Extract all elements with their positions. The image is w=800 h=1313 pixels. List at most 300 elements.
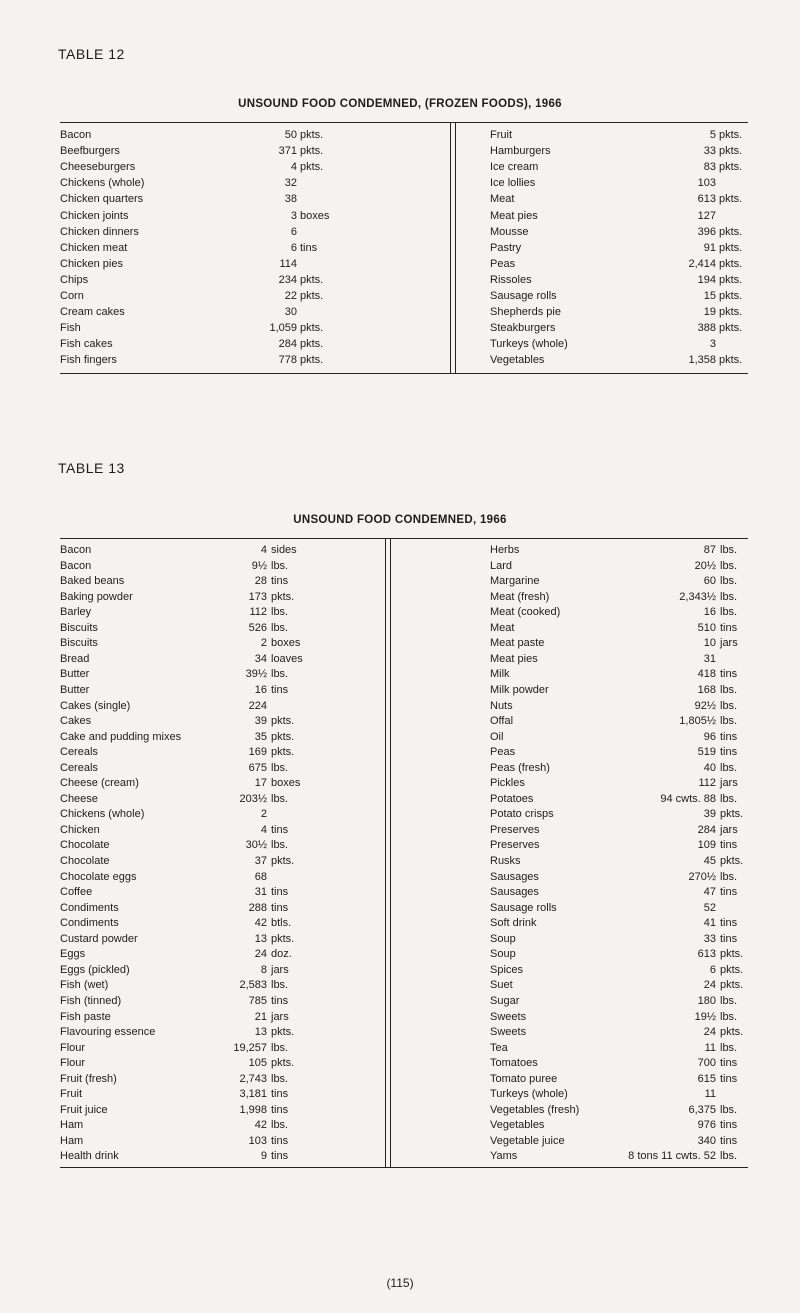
item-unit: lbs.: [720, 1150, 738, 1163]
item-unit: pkts.: [719, 145, 743, 158]
table-row: [490, 604, 746, 621]
item-quantity: 20½: [694, 559, 716, 572]
item-name: Milk: [490, 668, 510, 681]
table-row: [490, 256, 746, 273]
table-row: [60, 900, 360, 917]
table-row: [60, 542, 360, 559]
item-name: Yams: [490, 1150, 518, 1163]
item-quantity: 28: [254, 575, 267, 588]
table-row: [490, 977, 746, 994]
item-name: Pickles: [490, 777, 525, 790]
table-row: [60, 713, 360, 730]
item-name: Peas: [490, 746, 516, 759]
item-name: Health drink: [60, 1150, 119, 1163]
table-row: [490, 1024, 746, 1041]
item-quantity: 396: [697, 225, 716, 238]
item-unit: lbs.: [720, 761, 738, 774]
table-row: [60, 822, 360, 839]
item-unit: tins: [271, 575, 289, 588]
item-name: Fruit (fresh): [60, 1072, 117, 1085]
item-quantity: 2,743: [239, 1072, 267, 1085]
table-row: [60, 589, 360, 606]
item-name: Meat paste: [490, 637, 545, 650]
table-row: [490, 915, 746, 932]
table-row: [490, 744, 746, 761]
table-row: [490, 900, 746, 917]
item-name: Ham: [60, 1134, 84, 1147]
item-quantity: 10: [703, 637, 716, 650]
table-row: [490, 1009, 746, 1026]
table-row: [60, 1133, 360, 1150]
table-row: [60, 1009, 360, 1026]
item-quantity: 785: [248, 994, 267, 1007]
table-row: [490, 853, 746, 870]
item-unit: boxes: [271, 637, 301, 650]
item-name: Fish (wet): [60, 979, 109, 992]
item-name: Chicken meat: [60, 241, 128, 254]
item-name: Fish fingers: [60, 354, 117, 367]
item-unit: lbs.: [271, 839, 289, 852]
table-row: [60, 224, 360, 241]
item-unit: btls.: [271, 917, 292, 930]
table-row: [60, 1071, 360, 1088]
item-unit: tins: [720, 746, 738, 759]
item-name: Butter: [60, 683, 90, 696]
item-name: Peas (fresh): [490, 761, 550, 774]
table-row: [490, 1071, 746, 1088]
table-row: [60, 336, 360, 353]
item-name: Rissoles: [490, 273, 532, 286]
item-quantity: 2: [260, 808, 267, 821]
item-name: Preserves: [490, 839, 540, 852]
item-unit: lbs.: [720, 590, 738, 603]
item-name: Meat: [490, 193, 515, 206]
table-row: [490, 589, 746, 606]
column-divider: [385, 539, 391, 1167]
item-name: Biscuits: [60, 637, 98, 650]
item-name: Meat (cooked): [490, 606, 561, 619]
table-row: [490, 869, 746, 886]
table-row: [490, 159, 746, 176]
item-unit: tins: [720, 839, 738, 852]
item-unit: pkts.: [719, 322, 743, 335]
item-quantity: 418: [697, 668, 716, 681]
table-row: [60, 1024, 360, 1041]
item-name: Ice cream: [490, 161, 539, 174]
item-unit: boxes: [271, 777, 301, 790]
item-unit: pkts.: [719, 273, 743, 286]
item-unit: pkts.: [300, 322, 324, 335]
table-row: [60, 884, 360, 901]
column-divider: [450, 123, 456, 373]
item-name: Flour: [60, 1057, 86, 1070]
item-name: Chips: [60, 273, 89, 286]
table-row: [60, 666, 360, 683]
table-row: [490, 542, 746, 559]
table-row: [60, 682, 360, 699]
table-row: [60, 791, 360, 808]
item-unit: pkts.: [271, 730, 295, 743]
item-quantity: 87: [703, 544, 716, 556]
item-quantity: 613: [697, 193, 716, 206]
item-quantity: 45: [703, 855, 716, 867]
item-quantity: 109: [697, 839, 716, 852]
item-unit: lbs.: [271, 792, 289, 805]
item-quantity: 96: [703, 730, 716, 743]
item-name: Suet: [490, 979, 513, 992]
table-row: [60, 1040, 360, 1057]
table-row: [60, 159, 360, 176]
item-quantity: 11: [704, 1088, 716, 1101]
item-name: Cakes (single): [60, 699, 131, 712]
item-unit: lbs.: [720, 544, 738, 556]
item-name: Margarine: [490, 575, 540, 588]
item-name: Soup: [490, 948, 516, 961]
item-quantity: 33: [703, 932, 716, 945]
item-unit: pkts.: [300, 129, 324, 141]
table-row: [490, 1102, 746, 1119]
item-name: Cheese: [60, 792, 98, 805]
item-name: Baking powder: [60, 590, 133, 603]
item-unit: tins: [720, 917, 738, 930]
table-row: [60, 946, 360, 963]
item-quantity: 2: [260, 637, 267, 650]
item-quantity: 2,583: [239, 979, 267, 992]
item-name: Peas: [490, 257, 516, 270]
table-row: [60, 175, 360, 192]
item-quantity: 270½: [688, 870, 716, 883]
item-unit: pkts.: [719, 290, 743, 302]
item-unit: pkts.: [719, 129, 743, 141]
item-quantity: 3: [290, 209, 297, 222]
item-quantity: 31: [254, 886, 267, 899]
table-row: [60, 620, 360, 637]
table-row: [490, 336, 746, 353]
item-name: Chocolate: [60, 839, 110, 852]
item-name: Turkeys (whole): [490, 338, 568, 351]
table-row: [60, 1086, 360, 1103]
item-name: Sausages: [490, 870, 539, 883]
item-unit: pkts.: [271, 746, 295, 759]
item-unit: lbs.: [720, 994, 738, 1007]
item-unit: lbs.: [271, 1119, 289, 1132]
table-row: [60, 288, 360, 305]
item-quantity: 42: [254, 917, 267, 930]
table-row: [490, 573, 746, 590]
table-13-label: TABLE 13: [58, 460, 125, 476]
item-name: Barley: [60, 606, 92, 619]
item-unit: sides: [271, 544, 297, 556]
item-quantity: 24: [703, 979, 716, 992]
item-quantity: 371: [278, 145, 297, 158]
item-unit: tins: [271, 901, 289, 914]
item-quantity: 39: [703, 808, 716, 821]
table-12-label: TABLE 12: [58, 46, 125, 62]
table-12: [60, 122, 748, 374]
item-unit: jars: [271, 963, 289, 976]
table-row: [60, 240, 360, 257]
item-quantity: 24: [703, 1026, 716, 1039]
item-quantity: 1,059: [269, 322, 297, 335]
item-quantity: 6: [290, 241, 297, 254]
item-name: Bacon: [60, 559, 92, 572]
item-name: Milk powder: [490, 683, 549, 696]
item-quantity: 19,257: [233, 1041, 267, 1054]
table-13-title: UNSOUND FOOD CONDEMNED, 1966: [293, 514, 507, 526]
item-quantity: 31: [703, 652, 716, 665]
item-name: Shepherds pie: [490, 306, 561, 319]
table-row: [490, 635, 746, 652]
table-row: [60, 272, 360, 289]
item-name: Offal: [490, 715, 514, 728]
table-row: [60, 837, 360, 854]
table-row: [60, 143, 360, 160]
item-quantity: 33: [703, 145, 716, 158]
item-quantity: 91: [703, 241, 716, 254]
table-row: [490, 1117, 746, 1134]
table-row: [60, 729, 360, 746]
item-quantity: 203½: [239, 792, 267, 805]
item-name: Potatoes: [490, 792, 534, 805]
item-quantity: 37: [254, 855, 267, 867]
table-row: [490, 1086, 746, 1103]
table-row: [490, 884, 746, 901]
item-name: Flavouring essence: [60, 1026, 156, 1039]
item-unit: pkts.: [300, 290, 324, 302]
table-row: [490, 806, 746, 823]
item-unit: lbs.: [271, 1041, 289, 1054]
item-quantity: 284: [278, 338, 297, 351]
item-name: Nuts: [490, 699, 513, 712]
item-quantity: 92½: [694, 699, 716, 712]
item-name: Meat pies: [490, 209, 538, 222]
table-row: [490, 713, 746, 730]
item-quantity: 234: [278, 273, 297, 286]
table-row: [490, 931, 746, 948]
item-unit: lbs.: [271, 606, 289, 619]
table-row: [490, 993, 746, 1010]
table-row: [60, 208, 360, 225]
item-quantity: 19½: [694, 1010, 716, 1023]
item-unit: pkts.: [720, 963, 744, 976]
item-quantity: 6: [709, 963, 716, 976]
table-row: [490, 288, 746, 305]
item-unit: pkts.: [720, 855, 744, 867]
item-quantity: 60: [703, 575, 716, 588]
item-unit: jars: [271, 1010, 289, 1023]
item-unit: tins: [720, 1119, 738, 1132]
item-quantity: 22: [284, 290, 297, 302]
item-unit: tins: [271, 1103, 289, 1116]
item-quantity: 8: [260, 963, 267, 976]
item-unit: lbs.: [720, 792, 738, 805]
item-name: Custard powder: [60, 932, 138, 945]
item-unit: lbs.: [720, 699, 738, 712]
item-quantity: 11: [704, 1041, 716, 1054]
table-row: [60, 698, 360, 715]
item-quantity: 675: [248, 761, 267, 774]
item-quantity: 105: [248, 1057, 267, 1070]
item-quantity: 47: [703, 886, 716, 899]
table-row: [60, 760, 360, 777]
item-unit: tins: [271, 1088, 289, 1101]
item-unit: pkts.: [719, 257, 743, 270]
item-name: Vegetables (fresh): [490, 1103, 580, 1116]
item-name: Fruit: [60, 1088, 82, 1101]
item-quantity: 3,181: [239, 1088, 267, 1101]
table-row: [60, 853, 360, 870]
item-unit: pkts.: [720, 979, 744, 992]
item-unit: pkts.: [719, 241, 743, 254]
item-name: Condiments: [60, 901, 119, 914]
item-name: Beefburgers: [60, 145, 120, 158]
table-row: [60, 256, 360, 273]
item-quantity: 194: [697, 273, 716, 286]
item-quantity: 8 tons 11 cwts. 52: [628, 1150, 716, 1163]
item-quantity: 103: [697, 177, 716, 190]
item-quantity: 34: [254, 652, 267, 665]
item-quantity: 42: [254, 1119, 267, 1132]
item-quantity: 4: [260, 823, 267, 836]
item-name: Meat pies: [490, 652, 538, 665]
item-name: Ham: [60, 1119, 84, 1132]
item-unit: pkts.: [719, 306, 743, 319]
item-unit: tins: [720, 1057, 738, 1070]
item-unit: tins: [720, 1072, 738, 1085]
item-quantity: 94 cwts. 88: [660, 792, 716, 805]
table-row: [490, 272, 746, 289]
table-row: [490, 320, 746, 337]
item-unit: lbs.: [720, 1041, 738, 1054]
item-unit: lbs.: [720, 606, 738, 619]
item-unit: pkts.: [720, 808, 744, 821]
item-unit: lbs.: [271, 559, 289, 572]
table-row: [490, 240, 746, 257]
item-unit: lbs.: [720, 715, 738, 728]
table-row: [60, 977, 360, 994]
item-name: Chicken joints: [60, 209, 129, 222]
item-name: Butter: [60, 668, 90, 681]
item-name: Cream cakes: [60, 306, 125, 319]
item-quantity: 173: [248, 590, 267, 603]
item-quantity: 1,358: [688, 354, 716, 367]
item-name: Flour: [60, 1041, 86, 1054]
item-unit: pkts.: [719, 354, 743, 367]
table-row: [490, 651, 746, 668]
item-name: Fish (tinned): [60, 994, 122, 1007]
item-unit: tins: [271, 994, 289, 1007]
item-quantity: 68: [254, 870, 267, 883]
table-row: [490, 304, 746, 321]
table-row: [60, 869, 360, 886]
item-quantity: 127: [697, 209, 716, 222]
item-name: Coffee: [60, 886, 93, 899]
item-name: Spices: [490, 963, 524, 976]
table-row: [490, 175, 746, 192]
item-quantity: 1,805½: [679, 715, 716, 728]
item-quantity: 2,343½: [679, 590, 716, 603]
item-quantity: 4: [260, 544, 267, 556]
item-quantity: 519: [697, 746, 716, 759]
table-row: [490, 666, 746, 683]
item-name: Cheese (cream): [60, 777, 139, 790]
table-row: [490, 143, 746, 160]
item-quantity: 13: [254, 932, 267, 945]
item-name: Vegetable juice: [490, 1134, 565, 1147]
table-row: [490, 224, 746, 241]
item-name: Ice lollies: [490, 177, 536, 190]
item-quantity: 526: [248, 621, 267, 634]
table-row: [490, 558, 746, 575]
table-row: [60, 651, 360, 668]
item-name: Bread: [60, 652, 90, 665]
item-name: Fish cakes: [60, 338, 113, 351]
item-quantity: 613: [697, 948, 716, 961]
item-quantity: 103: [248, 1134, 267, 1147]
item-unit: tins: [300, 241, 318, 254]
item-quantity: 510: [697, 621, 716, 634]
item-name: Bacon: [60, 544, 92, 556]
item-name: Cereals: [60, 761, 98, 774]
table-row: [60, 304, 360, 321]
item-quantity: 3: [709, 338, 716, 351]
item-unit: pkts.: [300, 161, 324, 174]
item-quantity: 224: [248, 699, 267, 712]
table-row: [60, 573, 360, 590]
item-quantity: 114: [279, 257, 297, 270]
table-row: [490, 1133, 746, 1150]
item-quantity: 83: [703, 161, 716, 174]
table-row: [490, 791, 746, 808]
table-row: [60, 1102, 360, 1119]
item-quantity: 24: [254, 948, 267, 961]
item-name: Sausages: [490, 886, 539, 899]
item-name: Turkeys (whole): [490, 1088, 568, 1101]
item-unit: pkts.: [271, 1026, 295, 1039]
item-quantity: 13: [254, 1026, 267, 1039]
item-unit: tins: [720, 621, 738, 634]
item-quantity: 30½: [245, 839, 267, 852]
item-name: Fruit: [490, 129, 512, 141]
item-unit: pkts.: [300, 273, 324, 286]
table-row: [490, 127, 746, 144]
item-quantity: 976: [697, 1119, 716, 1132]
item-quantity: 16: [703, 606, 716, 619]
item-quantity: 39: [254, 715, 267, 728]
item-name: Biscuits: [60, 621, 98, 634]
item-quantity: 9½: [251, 559, 267, 572]
item-quantity: 38: [284, 193, 297, 206]
item-name: Pastry: [490, 241, 522, 254]
table-row: [60, 604, 360, 621]
item-name: Sausage rolls: [490, 290, 557, 302]
table-row: [60, 915, 360, 932]
item-quantity: 6,375: [688, 1103, 716, 1116]
item-quantity: 30: [284, 306, 297, 319]
table-row: [60, 1117, 360, 1134]
item-quantity: 778: [278, 354, 297, 367]
item-quantity: 32: [284, 177, 297, 190]
table-row: [490, 191, 746, 208]
item-quantity: 9: [260, 1150, 267, 1163]
item-quantity: 615: [697, 1072, 716, 1085]
item-unit: tins: [720, 730, 738, 743]
item-name: Chocolate: [60, 855, 110, 867]
item-unit: tins: [720, 932, 738, 945]
item-name: Sweets: [490, 1010, 527, 1023]
item-unit: pkts.: [720, 1026, 744, 1039]
item-quantity: 169: [248, 746, 267, 759]
